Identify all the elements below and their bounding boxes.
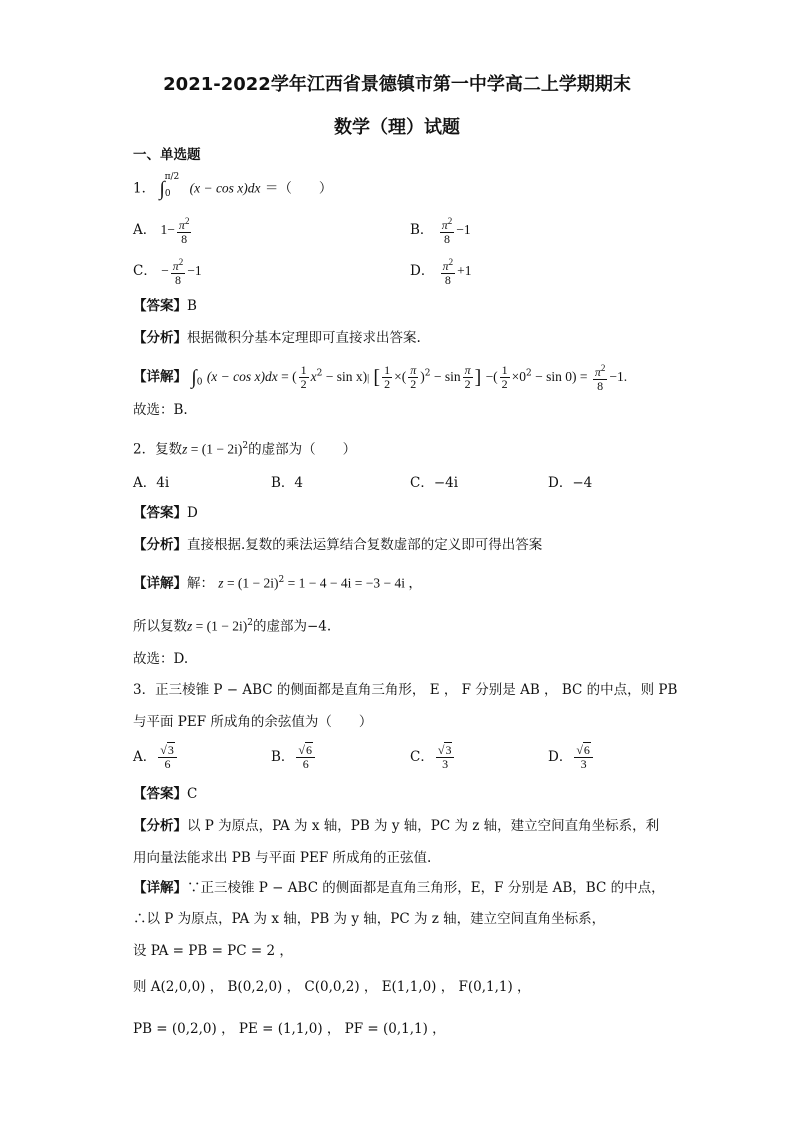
q1-option-a: A． 1− $\frac{\pi^2}{8}$: [133, 216, 190, 246]
q3-stem-line1: 3．正三棱锥 P − ABC 的侧面都是直角三角形， E ， F 分别是 AB ， BC 的中点，则 PB: [133, 682, 678, 698]
q2-stem: 2．复数$z = (1 - 2i)^2$的虚部为（ ）: [133, 441, 357, 458]
q1-stem: 1． $\int_0^{\pi/2}$ (x − cos x)dx ＝（ ）: [133, 172, 333, 200]
q3-answer: 【答案】C: [133, 786, 198, 802]
q1-stem-end: ＝（ ）: [264, 180, 333, 197]
q2-option-c: C．−4i: [410, 475, 459, 491]
q3-stem-line2: 与平面 PEF 所成角的余弦值为（ ）: [133, 714, 373, 730]
q3-detail-line1: 【详解】∵正三棱锥 P − ABC 的侧面都是直角三角形，E，F 分别是 AB，BC 的中点，: [133, 880, 665, 896]
q3-detail-line3: 设 PA = PB = PC = 2 ，: [133, 943, 293, 959]
q3-analysis-line1: 【分析】以 P 为原点，PA 为 x 轴，PB 为 y 轴，PC 为 z 轴，建立空间直角坐标系，利: [133, 818, 660, 834]
document-title-line2: 数学（理）试题: [334, 117, 460, 138]
q1-option-c: C． − $\frac{\pi^2}{8}$ −1: [133, 257, 202, 287]
q3-option-a: A． $\frac{√3}{6}$: [133, 744, 179, 771]
q2-option-a: A．4i: [133, 475, 170, 491]
q1-number: 1．: [133, 180, 156, 197]
q2-option-b: B．4: [271, 475, 304, 491]
q3-option-c: C． $\frac{√3}{3}$: [410, 744, 456, 771]
q1-answer: 【答案】B: [133, 298, 197, 314]
document-title-line1: 2021-2022学年江西省景德镇市第一中学高二上学期期末: [163, 74, 631, 95]
q3-analysis-line2: 用向量法能求出 PB 与平面 PEF 所成角的正弦值.: [133, 850, 432, 866]
q1-detail: 【详解】 $\int_0$ (x − cos x)dx = ( $\frac{1}{2}$ $x^2 - \sin x)|$ [ $\frac{1}{2}$ ×( $\frac{\pi}{2}$ )$^2$ − sin $\frac{\pi}{2}$ ] −( $\frac{1}{2}$ $\times 0^2 - \sin 0$) = $\frac{\pi^2}{8}$ −1.: [133, 363, 628, 393]
q1-analysis: 【分析】根据微积分基本定理即可直接求出答案.: [133, 330, 421, 346]
q1-option-b: B． $\frac{\pi^2}{8}$ −1: [410, 216, 471, 246]
q2-option-d: D．−4: [548, 475, 593, 491]
q2-detail: 【详解】解： $z = (1 - 2i)^2 = 1 - 4 - 4i = -3 - 4i$ ，: [133, 575, 422, 592]
q3-option-b: B． $\frac{√6}{6}$: [271, 744, 317, 771]
q2-therefore: 所以复数$z = (1 - 2i)^2$的虚部为−4.: [133, 618, 332, 635]
q3-detail-line2: ∴以 P 为原点，PA 为 x 轴，PB 为 y 轴，PC 为 z 轴，建立空间直角坐标系，: [133, 911, 606, 927]
q3-detail-line4: 则 A(2,0,0) ， B(0,2,0) ， C(0,0,2) ， E(1,1,0) ， F(0,1,1) ，: [133, 979, 531, 995]
q1-conclusion: 故选：B.: [133, 402, 188, 418]
q2-analysis: 【分析】直接根据.复数的乘法运算结合复数虚部的定义即可得出答案: [133, 537, 543, 553]
section-heading: 一、单选题: [133, 147, 201, 163]
q3-detail-line5: PB = (0,2,0) ， PE = (1,1,0) ， PF = (0,1,1) ，: [133, 1021, 446, 1037]
q2-conclusion: 故选：D.: [133, 651, 189, 667]
q2-answer: 【答案】D: [133, 505, 198, 521]
q1-option-d: D． $\frac{\pi^2}{8}$ +1: [410, 257, 472, 287]
q3-option-d: D． $\frac{√6}{3}$: [548, 744, 595, 771]
